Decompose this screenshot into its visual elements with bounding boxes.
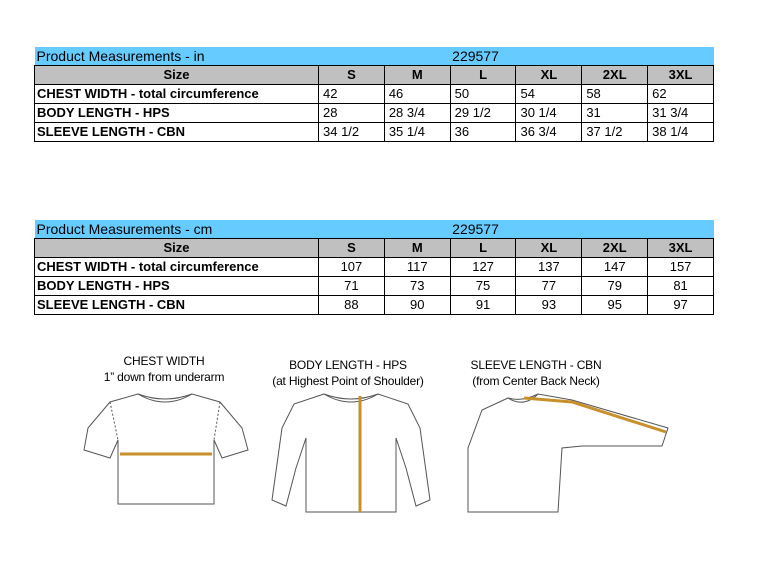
cell-value: 30 1/4 (516, 104, 582, 123)
table-row (35, 104, 714, 123)
cell-value: 35 1/4 (384, 123, 450, 142)
cell-value: 75 (450, 277, 516, 296)
cell-value: 54 (516, 85, 582, 104)
row-label: CHEST WIDTH - total circumference (35, 85, 319, 104)
body-diagram-title (258, 357, 438, 389)
cell-value: 37 1/2 (582, 123, 648, 142)
cell-value: 29 1/2 (450, 104, 516, 123)
table-row (35, 258, 714, 277)
cell-value: 46 (384, 85, 450, 104)
style-code: 229577 (450, 47, 582, 66)
cell-value: 95 (582, 296, 648, 315)
table-row (35, 85, 714, 104)
size-label: M (384, 239, 450, 258)
cell-value: 31 3/4 (648, 104, 714, 123)
cell-value: 73 (384, 277, 450, 296)
size-row (35, 239, 714, 258)
size-header: Size (35, 66, 319, 85)
table-title: Product Measurements - in (35, 47, 319, 66)
cell-value: 137 (516, 258, 582, 277)
row-label: CHEST WIDTH - total circumference (35, 258, 319, 277)
table-header-bar (35, 220, 714, 239)
cell-value: 90 (384, 296, 450, 315)
cell-value: 28 3/4 (384, 104, 450, 123)
size-label: 2XL (582, 66, 648, 85)
row-label: BODY LENGTH - HPS (35, 104, 319, 123)
measurements-table-cm (34, 220, 714, 315)
cell-value: 62 (648, 85, 714, 104)
longsleeve-body-diagram (266, 388, 436, 518)
cell-value: 127 (450, 258, 516, 277)
cell-value: 77 (516, 277, 582, 296)
table-row (35, 123, 714, 142)
cell-value: 38 1/4 (648, 123, 714, 142)
cell-value: 58 (582, 85, 648, 104)
longsleeve-sleeve-diagram (462, 388, 672, 518)
row-label: BODY LENGTH - HPS (35, 277, 319, 296)
cell-value: 93 (516, 296, 582, 315)
cell-value: 97 (648, 296, 714, 315)
cell-value: 50 (450, 85, 516, 104)
cell-value: 36 (450, 123, 516, 142)
size-label: 2XL (582, 239, 648, 258)
size-label: S (319, 66, 385, 85)
size-label: 3XL (648, 239, 714, 258)
cell-value: 91 (450, 296, 516, 315)
diagram-subtitle-line: (at Highest Point of Shoulder) (272, 374, 424, 388)
cell-value: 28 (319, 104, 385, 123)
style-code: 229577 (450, 220, 582, 239)
diagram-subtitle-line: (from Center Back Neck) (472, 374, 600, 388)
table-title: Product Measurements - cm (35, 220, 319, 239)
cell-value: 42 (319, 85, 385, 104)
table-row (35, 296, 714, 315)
diagram-title-line: CHEST WIDTH (123, 354, 205, 368)
size-label: L (450, 66, 516, 85)
cell-value: 36 3/4 (516, 123, 582, 142)
sleeve-diagram-title (456, 357, 616, 389)
size-label: XL (516, 66, 582, 85)
cell-value: 157 (648, 258, 714, 277)
diagram-subtitle-line: 1” down from underarm (103, 370, 225, 384)
size-row (35, 66, 714, 85)
row-label: SLEEVE LENGTH - CBN (35, 296, 319, 315)
size-label: L (450, 239, 516, 258)
cell-value: 79 (582, 277, 648, 296)
cell-value: 34 1/2 (319, 123, 385, 142)
chest-diagram-title (84, 353, 244, 385)
row-label: SLEEVE LENGTH - CBN (35, 123, 319, 142)
tshirt-chest-diagram (80, 388, 250, 508)
cell-value: 147 (582, 258, 648, 277)
measurements-table-inches (34, 47, 714, 142)
table-header-bar (35, 47, 714, 66)
cell-value: 107 (319, 258, 385, 277)
diagram-title-line: SLEEVE LENGTH - CBN (470, 358, 602, 372)
size-label: 3XL (648, 66, 714, 85)
table-row (35, 277, 714, 296)
size-header: Size (35, 239, 319, 258)
size-label: S (319, 239, 385, 258)
cell-value: 31 (582, 104, 648, 123)
size-label: XL (516, 239, 582, 258)
diagram-title-line: BODY LENGTH - HPS (289, 358, 407, 372)
cell-value: 71 (319, 277, 385, 296)
cell-value: 117 (384, 258, 450, 277)
size-label: M (384, 66, 450, 85)
cell-value: 81 (648, 277, 714, 296)
cell-value: 88 (319, 296, 385, 315)
